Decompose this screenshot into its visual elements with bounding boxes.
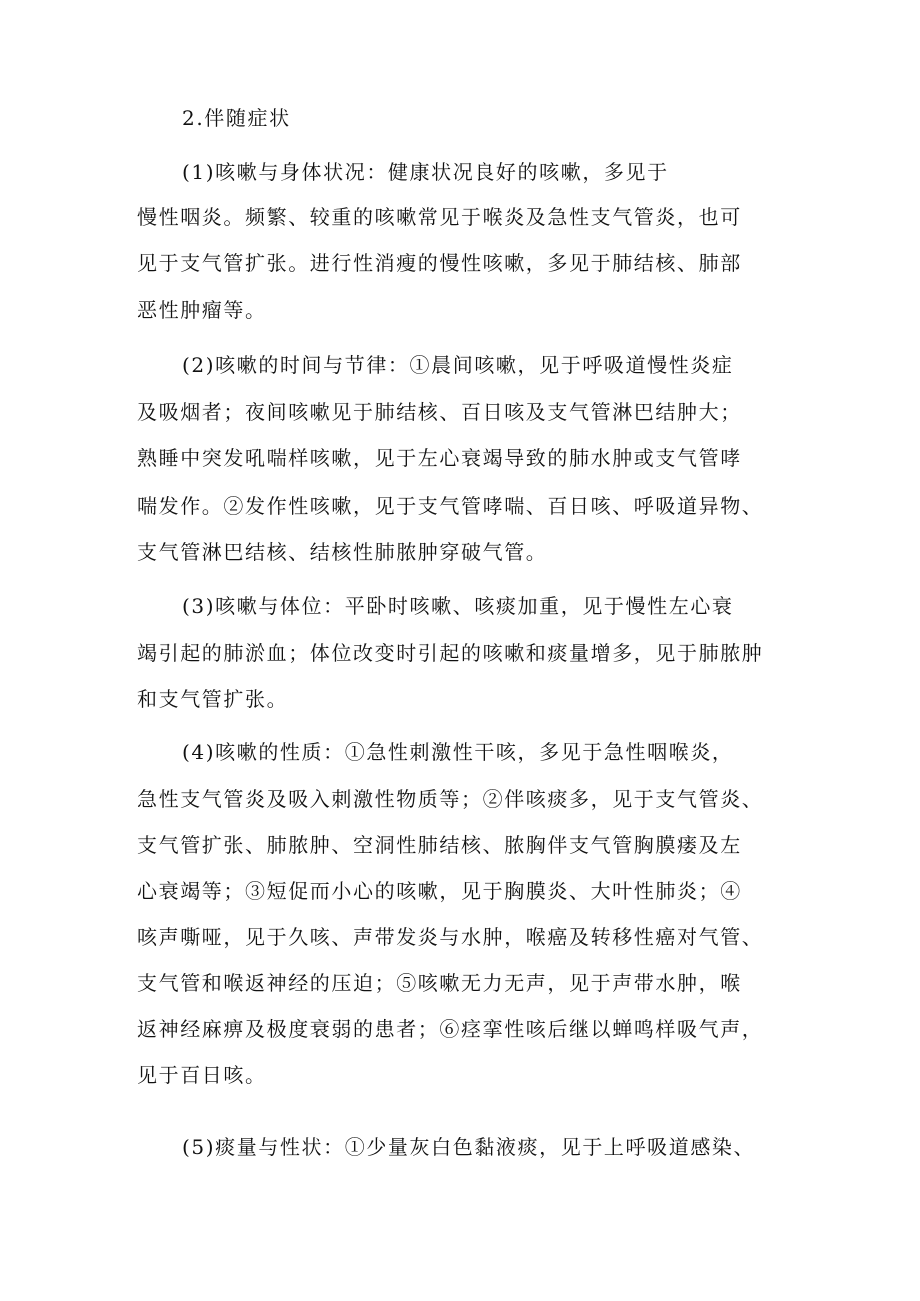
section-heading: 2.伴随症状: [182, 106, 291, 130]
paragraph-line: 慢性咽炎。频繁、较重的咳嗽常见于喉炎及急性支气管炎，也可: [137, 205, 742, 229]
paragraph-line: 心衰竭等；③短促而小心的咳嗽，见于胸膜炎、大叶性肺炎；④: [137, 879, 742, 903]
paragraph-line: 喘发作。②发作性咳嗽，见于支气管哮喘、百日咳、呼吸道异物、: [137, 494, 764, 518]
paragraph-line: (2)咳嗽的时间与节律：①晨间咳嗽，见于呼吸道慢性炎症: [182, 353, 734, 377]
paragraph-line: (4)咳嗽的性质：①急性刺激性干咳，多见于急性咽喉炎，: [182, 740, 734, 764]
paragraph-line: 见于支气管扩张。进行性消瘦的慢性咳嗽，多见于肺结核、肺部: [137, 251, 742, 275]
paragraph-line: 熟睡中突发吼喘样咳嗽，见于左心衰竭导致的肺水肿或支气管哮: [137, 446, 742, 470]
paragraph-line: (1)咳嗽与身体状况：健康状况良好的咳嗽，多见于: [182, 160, 669, 184]
paragraph-line: 和支气管扩张。: [137, 687, 289, 711]
paragraph-line: 见于百日咳。: [137, 1063, 267, 1087]
paragraph-line: 恶性肿瘤等。: [137, 298, 267, 322]
paragraph-line: 返神经麻痹及极度衰弱的患者；⑥痉挛性咳后继以蝉鸣样吸气声，: [137, 1017, 764, 1041]
paragraph-line: (5)痰量与性状：①少量灰白色黏液痰，见于上呼吸道感染、: [182, 1135, 756, 1159]
paragraph-line: 支气管淋巴结核、结核性肺脓肿穿破气管。: [137, 540, 548, 564]
paragraph-line: 竭引起的肺淤血；体位改变时引起的咳嗽和痰量增多，见于肺脓肿: [137, 641, 764, 665]
paragraph-line: 支气管扩张、肺脓肿、空洞性肺结核、脓胸伴支气管胸膜瘘及左: [137, 833, 742, 857]
paragraph-line: 及吸烟者；夜间咳嗽见于肺结核、百日咳及支气管淋巴结肿大；: [137, 400, 742, 424]
paragraph-line: 急性支气管炎及吸入刺激性物质等；②伴咳痰多，见于支气管炎、: [137, 787, 764, 811]
paragraph-line: 支气管和喉返神经的压迫；⑤咳嗽无力无声，见于声带水肿，喉: [137, 971, 742, 995]
paragraph-line: (3)咳嗽与体位：平卧时咳嗽、咳痰加重，见于慢性左心衰: [182, 594, 734, 618]
paragraph-line: 咳声嘶哑，见于久咳、声带发炎与水肿，喉癌及转移性癌对气管、: [137, 925, 764, 949]
